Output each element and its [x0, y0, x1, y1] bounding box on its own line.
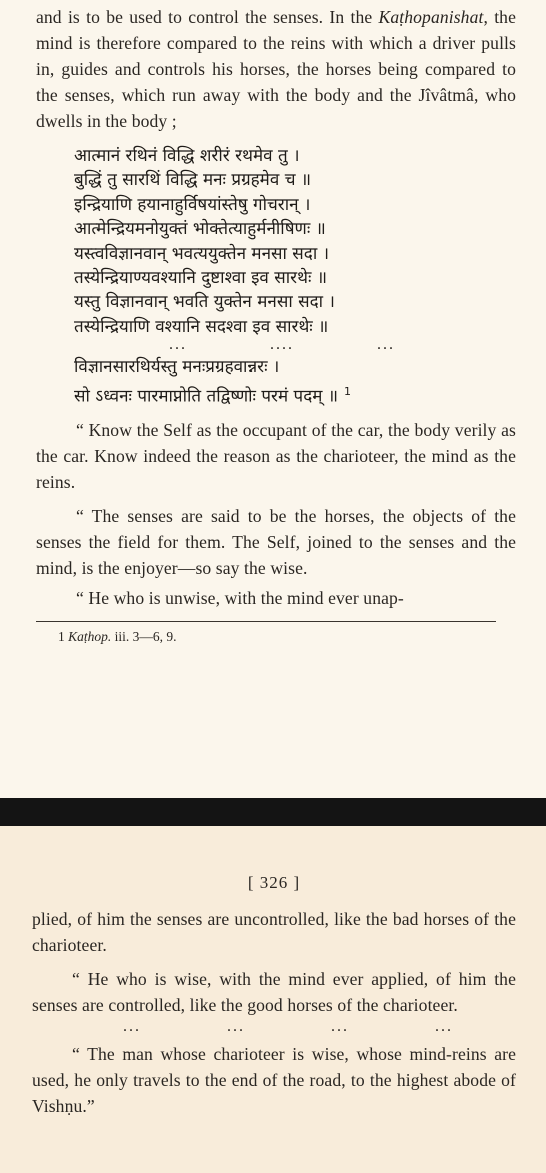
translation-paragraph: “ Know the Self as the occupant of the car, the body verily as the car. Know indeed the reason as the charioteer, the mind as the reins.: [36, 419, 516, 492]
translation-paragraph: “ The senses are said to be the horses, the objects of the senses the field for them. The Self, joined to the senses and the mind, is the enjoyer—so say the wise.: [36, 505, 516, 578]
continued-paragraph: plied, of him the senses are uncontrolled, like the bad horses of the charioteer.: [32, 909, 516, 955]
sanskrit-line: इन्द्रियाणि हयानाहुर्विषयांस्तेषु गोचरान् ।: [74, 194, 311, 215]
footnote-source: Kaṭhop.: [68, 628, 112, 644]
translation-paragraph: “ He who is unwise, with the mind ever unap-: [76, 587, 404, 608]
translation-paragraph: “ He who is wise, with the mind ever applied, of him the senses are controlled, like the good horses of the charioteer.: [32, 969, 516, 1015]
sanskrit-line: आत्मेन्द्रियमनोयुक्तं भोक्तेत्याहुर्मनीषिणः ॥: [74, 219, 326, 240]
sanskrit-line: बुद्धिं तु सारथिं विद्धि मनः प्रग्रहमेव च ॥: [74, 170, 312, 191]
omission-ellipsis: [32, 1018, 516, 1037]
sanskrit-line: आत्मानं रथिनं विद्धि शरीरं रथमेव तु ।: [74, 146, 300, 166]
closing-paragraph: “ The man whose charioteer is wise, whose mind-reins are used, he only travels to the end of the road, to the highest abode of Vishṇu.”: [32, 1044, 516, 1116]
ellipsis: ...: [377, 336, 395, 354]
page-separator: [0, 798, 546, 826]
text-segment: and is to be used to control the senses. In the: [36, 7, 379, 27]
omission-ellipsis: [36, 336, 516, 355]
ellipsis: ...: [169, 336, 187, 354]
sanskrit-line: तस्येन्द्रियाणि वश्यानि सदश्वा इव सारथेः ॥: [74, 316, 329, 337]
footnote: [36, 628, 516, 646]
ellipsis: ....: [270, 336, 294, 354]
sanskrit-verse-block-2: [36, 355, 516, 408]
book-page-lower: [0, 826, 546, 1173]
footnote-reference: iii. 3—6, 9.: [114, 628, 177, 644]
sanskrit-verse-block: [36, 144, 516, 339]
sanskrit-line: विज्ञानसारथिर्यस्तु मनःप्रग्रहवान्नरः ।: [74, 357, 280, 378]
ellipsis: ...: [435, 1018, 453, 1035]
footnote-marker: 1: [344, 384, 351, 398]
sanskrit-line: तस्येन्द्रियाण्यवश्यानि दुष्टाश्वा इव सारथेः ॥: [74, 268, 328, 289]
ellipsis: ...: [331, 1018, 349, 1035]
text-segment: , the mind is therefore compared to the reins with which a driver pulls in, guides and controls his horses, the horses being compared to the senses, which run away with the body and the Jîvâtmâ, who dwells in the body ;: [36, 7, 516, 131]
sanskrit-line-text: सो ऽध्वनः पारमाप्नोति तद्विष्णोः परमं पदम् ॥: [74, 386, 338, 407]
ellipsis: ...: [123, 1018, 141, 1035]
sanskrit-line: यस्त्वविज्ञानवान् भवत्ययुक्तेन मनसा सदा ।: [74, 243, 330, 264]
opening-paragraph: [36, 4, 516, 134]
page-number: [ 326 ]: [247, 873, 301, 892]
footnote-number: 1: [58, 628, 65, 644]
ellipsis: ...: [227, 1018, 245, 1035]
work-title-italic: Kaṭhopanishat: [378, 7, 484, 27]
sanskrit-line: यस्तु विज्ञानवान् भवति युक्तेन मनसा सदा ।: [74, 292, 335, 313]
footnote-rule: [36, 621, 496, 622]
sanskrit-line: [36, 380, 516, 409]
